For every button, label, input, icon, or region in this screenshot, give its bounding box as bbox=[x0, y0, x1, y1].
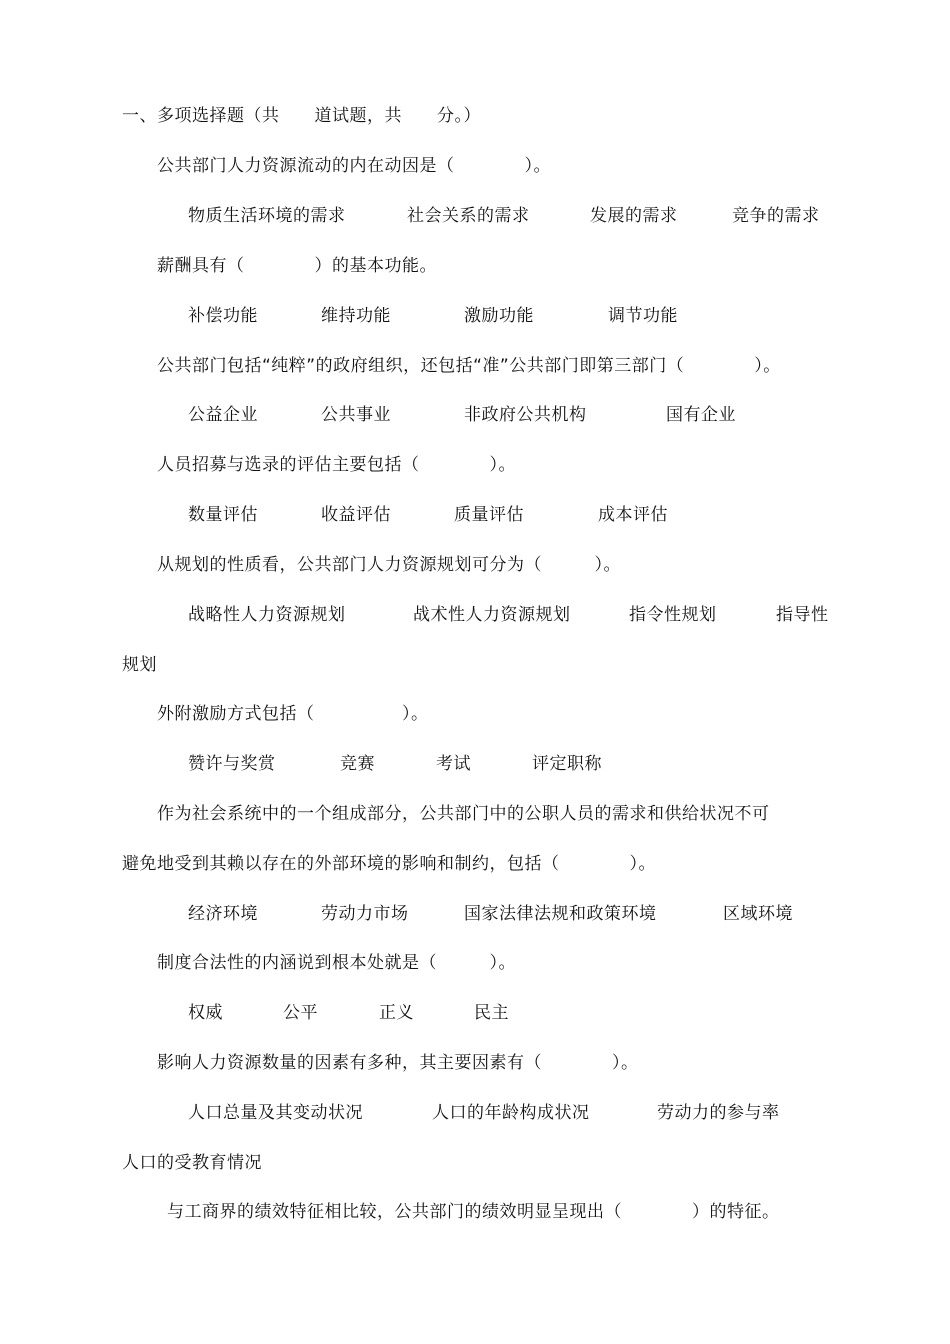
option-b: 人口的年龄构成状况 bbox=[432, 1103, 590, 1123]
option-b: 劳动力市场 bbox=[321, 904, 409, 924]
option-b: 社会关系的需求 bbox=[407, 206, 530, 226]
option-d: 国有企业 bbox=[666, 405, 736, 425]
option-c: 考试 bbox=[436, 754, 471, 774]
option-d: 竞争的需求 bbox=[732, 206, 820, 226]
question-2-options bbox=[0, 304, 950, 328]
option-b: 公平 bbox=[283, 1003, 318, 1023]
question-8-options bbox=[0, 1001, 950, 1025]
option-a: 赞许与奖赏 bbox=[188, 754, 276, 774]
option-b: 战术性人力资源规划 bbox=[413, 605, 571, 625]
option-a: 权威 bbox=[188, 1003, 223, 1023]
option-a: 补偿功能 bbox=[188, 306, 258, 326]
question-1-stem: 公共部门人力资源流动的内在动因是（ ）。 bbox=[157, 156, 551, 176]
option-c: 发展的需求 bbox=[590, 206, 678, 226]
question-5-stem: 从规划的性质看，公共部门人力资源规划可分为（ ）。 bbox=[157, 555, 621, 575]
question-4-stem: 人员招募与选录的评估主要包括（ ）。 bbox=[157, 455, 516, 475]
option-d: 成本评估 bbox=[598, 505, 668, 525]
option-c: 国家法律法规和政策环境 bbox=[464, 904, 657, 924]
question-6-options bbox=[0, 752, 950, 776]
option-a: 战略性人力资源规划 bbox=[188, 605, 346, 625]
option-d: 调节功能 bbox=[608, 306, 678, 326]
option-a: 经济环境 bbox=[188, 904, 258, 924]
question-10-stem: 与工商界的绩效特征相比较，公共部门的绩效明显呈现出（ ）的特征。 bbox=[167, 1202, 780, 1222]
question-7-stem: 作为社会系统中的一个组成部分，公共部门中的公职人员的需求和供给状况不可 bbox=[157, 804, 770, 824]
question-1-options bbox=[0, 204, 950, 228]
option-b: 公共事业 bbox=[321, 405, 391, 425]
option-b: 收益评估 bbox=[321, 505, 391, 525]
option-a: 物质生活环境的需求 bbox=[188, 206, 346, 226]
option-d: 民主 bbox=[474, 1003, 509, 1023]
question-6-stem: 外附激励方式包括（ ）。 bbox=[157, 704, 429, 724]
option-b: 维持功能 bbox=[321, 306, 391, 326]
section-title: 一、多项选择题（共 道试题，共 分。） bbox=[122, 106, 481, 126]
option-d: 区域环境 bbox=[723, 904, 793, 924]
question-8-stem: 制度合法性的内涵说到根本处就是（ ）。 bbox=[157, 953, 516, 973]
question-3-options bbox=[0, 403, 950, 427]
option-a: 数量评估 bbox=[188, 505, 258, 525]
question-9-options bbox=[0, 1101, 950, 1125]
option-a: 公益企业 bbox=[188, 405, 258, 425]
question-7-options bbox=[0, 902, 950, 926]
option-c: 正义 bbox=[379, 1003, 414, 1023]
question-9-option-continuation: 人口的受教育情况 bbox=[122, 1153, 262, 1173]
option-c: 非政府公共机构 bbox=[464, 405, 587, 425]
option-d: 指导性 bbox=[776, 605, 829, 625]
option-d: 评定职称 bbox=[532, 754, 602, 774]
question-4-options bbox=[0, 503, 950, 527]
option-c: 劳动力的参与率 bbox=[657, 1103, 780, 1123]
option-c: 指令性规划 bbox=[629, 605, 717, 625]
question-9-stem: 影响人力资源数量的因素有多种，其主要因素有（ ）。 bbox=[157, 1053, 639, 1073]
question-2-stem: 薪酬具有（ ）的基本功能。 bbox=[157, 256, 437, 276]
option-c: 质量评估 bbox=[454, 505, 524, 525]
question-3-stem: 公共部门包括“纯粹”的政府组织，还包括“准”公共部门即第三部门（ ）。 bbox=[157, 356, 781, 376]
option-a: 人口总量及其变动状况 bbox=[188, 1103, 363, 1123]
option-b: 竞赛 bbox=[340, 754, 375, 774]
option-c: 激励功能 bbox=[464, 306, 534, 326]
question-5-option-continuation: 规划 bbox=[122, 655, 157, 675]
question-7-stem-continuation: 避免地受到其赖以存在的外部环境的影响和制约，包括（ ）。 bbox=[122, 854, 656, 874]
question-5-options bbox=[0, 603, 950, 627]
